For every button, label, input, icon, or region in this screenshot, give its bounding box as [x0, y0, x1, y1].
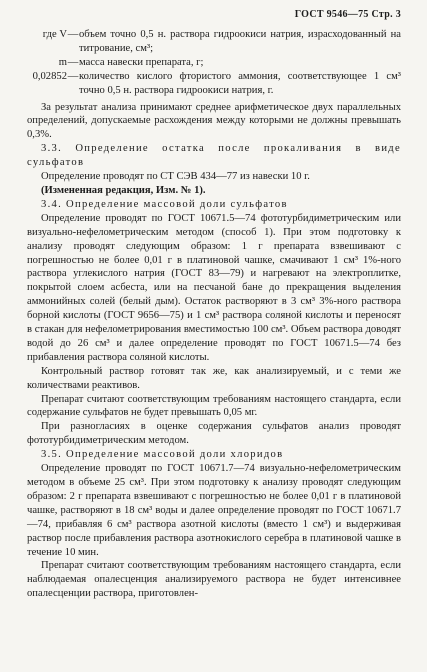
section-3-4-text: Определение проводят по ГОСТ 10671.5—74 фототурбидиметрическим или визуально-нефелометрическим методом (способ 1). При этом подготовку к анализу проводят следующим образом: 1 г препарата взвешивают с погрешностью не более 0,01 г в платиновой чашке, смачивают 1 см³ 1%-ного раствора углекислого натрия (ГОСТ 83—79) и нагревают на электроплитке, покрытой слоем асбеста, или на песчаной бане до прекращения выделения аммонийных солей (белый дым). Остаток растворяют в 3 см³ 3%-ного раствора борной кислоты (ГОСТ 9656—75) и 1 см³ раствора соляной кислоты и переносят в стакан для нефелометрирования вместимостью 100 см³. Объем раствора доводят водой до 26 см³ и далее определение проводят по ГОСТ 10671.5—74 без прибавления раствора соляной кислоты.: [27, 212, 401, 363]
result-paragraph: За результат анализа принимают среднее арифметическое двух параллельных определений, допускаемые расхождения между которыми не должны превышать 0,3%.: [27, 101, 401, 141]
definition-row: [27, 56, 401, 70]
control-solution-paragraph: Контрольный раствор готовят так же, как анализируемый, и с теми же количествами реактивов.: [27, 365, 401, 391]
amendment-note: (Измененная редакция, Изм. № 1).: [41, 184, 206, 196]
section-3-3-heading: 3.3. Определение остатка после прокаливания в виде сульфатов: [27, 143, 401, 169]
formula-definitions: [27, 28, 401, 98]
chloride-acceptance-paragraph: Препарат считают соответствующим требованиям настоящего стандарта, если наблюдаемая опалесценция анализируемого раствора не будет интенсивнее опалесценции раствора, приготовлен-: [27, 560, 401, 600]
page-header: ГОСТ 9546—75 Стр. 3: [294, 9, 401, 20]
sulfate-acceptance-paragraph: Препарат считают соответствующим требованиям настоящего стандарта, если содержание сульфатов не будет превышать 0,05 мг.: [27, 393, 401, 419]
definition-text: масса навески препарата, г;: [79, 56, 204, 68]
dispute-paragraph: При разногласиях в оценке содержания сульфатов анализ проводят фототурбидиметрическим методом.: [27, 421, 401, 447]
definition-symbol: 0,02852: [32, 70, 67, 82]
definition-symbol: где V: [42, 29, 67, 40]
definition-dash: —: [67, 29, 79, 40]
section-3-3-text: Определение проводят по СТ СЭВ 434—77 из навески 10 г.: [41, 171, 310, 183]
definition-row: [27, 28, 401, 56]
definition-text: количество кислого фтористого аммония, соответствующее 1 см³ точно 0,5 н. раствора гидроокиси натрия, г.: [79, 70, 401, 96]
definition-dash: —: [67, 56, 79, 68]
definition-symbol: m: [58, 56, 67, 68]
section-3-4-heading: 3.4. Определение массовой доли сульфатов: [41, 198, 288, 210]
definition-text: объем точно 0,5 н. раствора гидроокиси натрия, израсходованный на титрование, см³;: [79, 29, 401, 54]
section-3-5-heading: 3.5. Определение массовой доли хлоридов: [41, 449, 284, 461]
section-3-5-text: Определение проводят по ГОСТ 10671.7—74 визуально-нефелометрическим методом в объеме 25 см³. При этом подготовку к анализу проводят следующим образом: 2 г препарата взвешивают с погрешностью не более 0,01 г в платиновой чашке, растворяют в 18 см³ воды и далее определение проводят по ГОСТ 10671.7—74, прибавляя 6 см³ раствора азотной кислоты (вместо 1 см³) и выдерживая раствор после прибавления раствора азотнокислого серебра в платиновой чашке в течение 10 мин.: [27, 463, 401, 558]
definition-row: [27, 70, 401, 98]
definition-dash: —: [67, 70, 79, 82]
